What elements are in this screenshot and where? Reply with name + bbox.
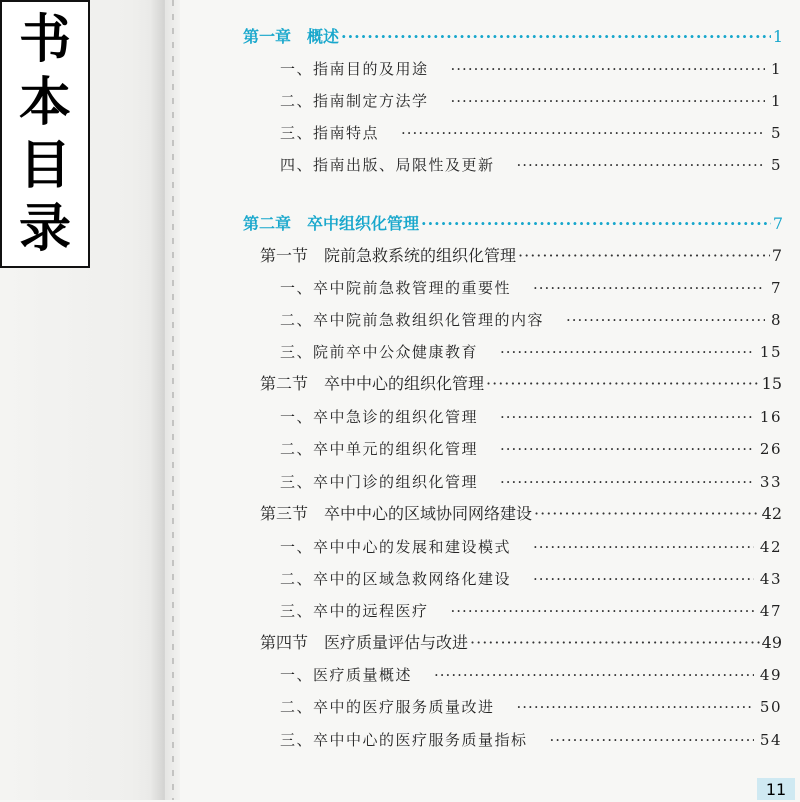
page-number: 11 [757,778,795,800]
toc-page-number: 26 [759,440,782,458]
toc-page-number: 5 [770,156,782,174]
toc-item-title: 一、医疗质量概述 [280,666,413,684]
dot-leader [451,56,765,82]
toc-page-number: 15 [759,343,782,361]
dot-leader [451,598,754,624]
toc-item-row [280,436,782,462]
toc-item-title: 三、卒中的远程医疗 [280,602,429,620]
toc-item-row [280,152,782,178]
toc-item-row [280,598,782,624]
toc-section-row [260,371,782,397]
dot-leader [500,469,754,495]
toc-page-number: 42 [759,538,782,556]
title-char: 书 [18,9,71,70]
toc-item-row [280,469,782,495]
toc-page-number: 49 [761,633,782,652]
dot-leader [500,404,754,430]
dot-leader [566,307,765,333]
dot-leader [451,88,765,114]
toc-page-number: 49 [759,666,782,684]
dot-leader [517,152,765,178]
toc-section-title: 第三节 卒中中心的区域协同网络建设 [260,504,533,523]
toc-section-title: 第四节 医疗质量评估与改进 [260,633,469,652]
toc-item-title: 一、指南目的及用途 [280,60,429,78]
title-char: 本 [18,72,71,133]
toc-page-number: 5 [770,124,782,142]
toc-item-title: 一、卒中院前急救管理的重要性 [280,279,512,297]
toc-page-number: 1 [770,92,782,110]
toc-page-number: 43 [759,570,782,588]
toc-item-row [280,120,782,146]
toc-page-number: 16 [759,408,782,426]
dot-leader [533,566,754,592]
title-char: 录 [18,198,71,259]
toc-item-title: 二、卒中院前急救组织化管理的内容 [280,311,545,329]
toc-item-title: 二、卒中的区域急救网络化建设 [280,570,512,588]
toc-item-title: 三、指南特点 [280,124,380,142]
toc-item-row [280,275,782,301]
toc-item-row [280,339,782,365]
toc-item-title: 一、卒中中心的发展和建设模式 [280,538,512,556]
toc-item-title: 四、指南出版、局限性及更新 [280,156,495,174]
toc-chapter-row [243,211,783,237]
dot-leader [550,727,754,753]
toc-item-title: 二、指南制定方法学 [280,92,429,110]
dot-leader [341,24,771,50]
toc-section-row [260,501,782,527]
toc-item-row [280,88,782,114]
toc-page-number: 8 [770,311,782,329]
toc-section-row [260,243,782,269]
toc-page-number: 33 [759,473,782,491]
dot-leader [486,371,760,397]
toc-page-number: 7 [772,214,783,233]
toc-item-row [280,566,782,592]
dot-leader [517,694,754,720]
dot-leader [500,339,754,365]
toc-page-number: 54 [759,731,782,749]
toc-page-number: 42 [761,504,782,523]
toc-page-number: 7 [770,279,782,297]
dot-leader [533,534,754,560]
toc-item-title: 一、卒中急诊的组织化管理 [280,408,479,426]
toc-item-title: 三、院前卒中公众健康教育 [280,343,479,361]
toc-item-row [280,694,782,720]
toc-item-row [280,307,782,333]
toc-item-row [280,404,782,430]
dot-leader [518,243,770,269]
dot-leader [421,211,771,237]
toc-chapter-row [243,24,783,50]
toc-page-number: 50 [759,698,782,716]
toc-chapter-title: 第一章 概述 [243,27,340,46]
toc-page-number: 1 [770,60,782,78]
dot-leader [500,436,754,462]
toc-page-number: 47 [759,602,782,620]
toc-page-number: 7 [771,246,782,265]
toc-item-title: 三、卒中中心的医疗服务质量指标 [280,731,528,749]
dot-leader [533,275,765,301]
title-char: 目 [18,135,71,196]
toc-page-number: 15 [761,374,782,393]
dot-leader [470,630,760,656]
dot-leader [534,501,760,527]
toc-item-title: 二、卒中的医疗服务质量改进 [280,698,495,716]
toc-chapter-title: 第二章 卒中组织化管理 [243,214,420,233]
toc-item-title: 二、卒中单元的组织化管理 [280,440,479,458]
dot-leader [401,120,765,146]
toc-section-title: 第二节 卒中中心的组织化管理 [260,374,485,393]
toc-section-title: 第一节 院前急救系统的组织化管理 [260,246,517,265]
toc-item-row [280,662,782,688]
toc-page-number: 1 [772,27,783,46]
toc-item-row [280,534,782,560]
toc-item-row [280,727,782,753]
toc-item-row [280,56,782,82]
toc-section-row [260,630,782,656]
toc-item-title: 三、卒中门诊的组织化管理 [280,473,479,491]
dot-leader [434,662,754,688]
